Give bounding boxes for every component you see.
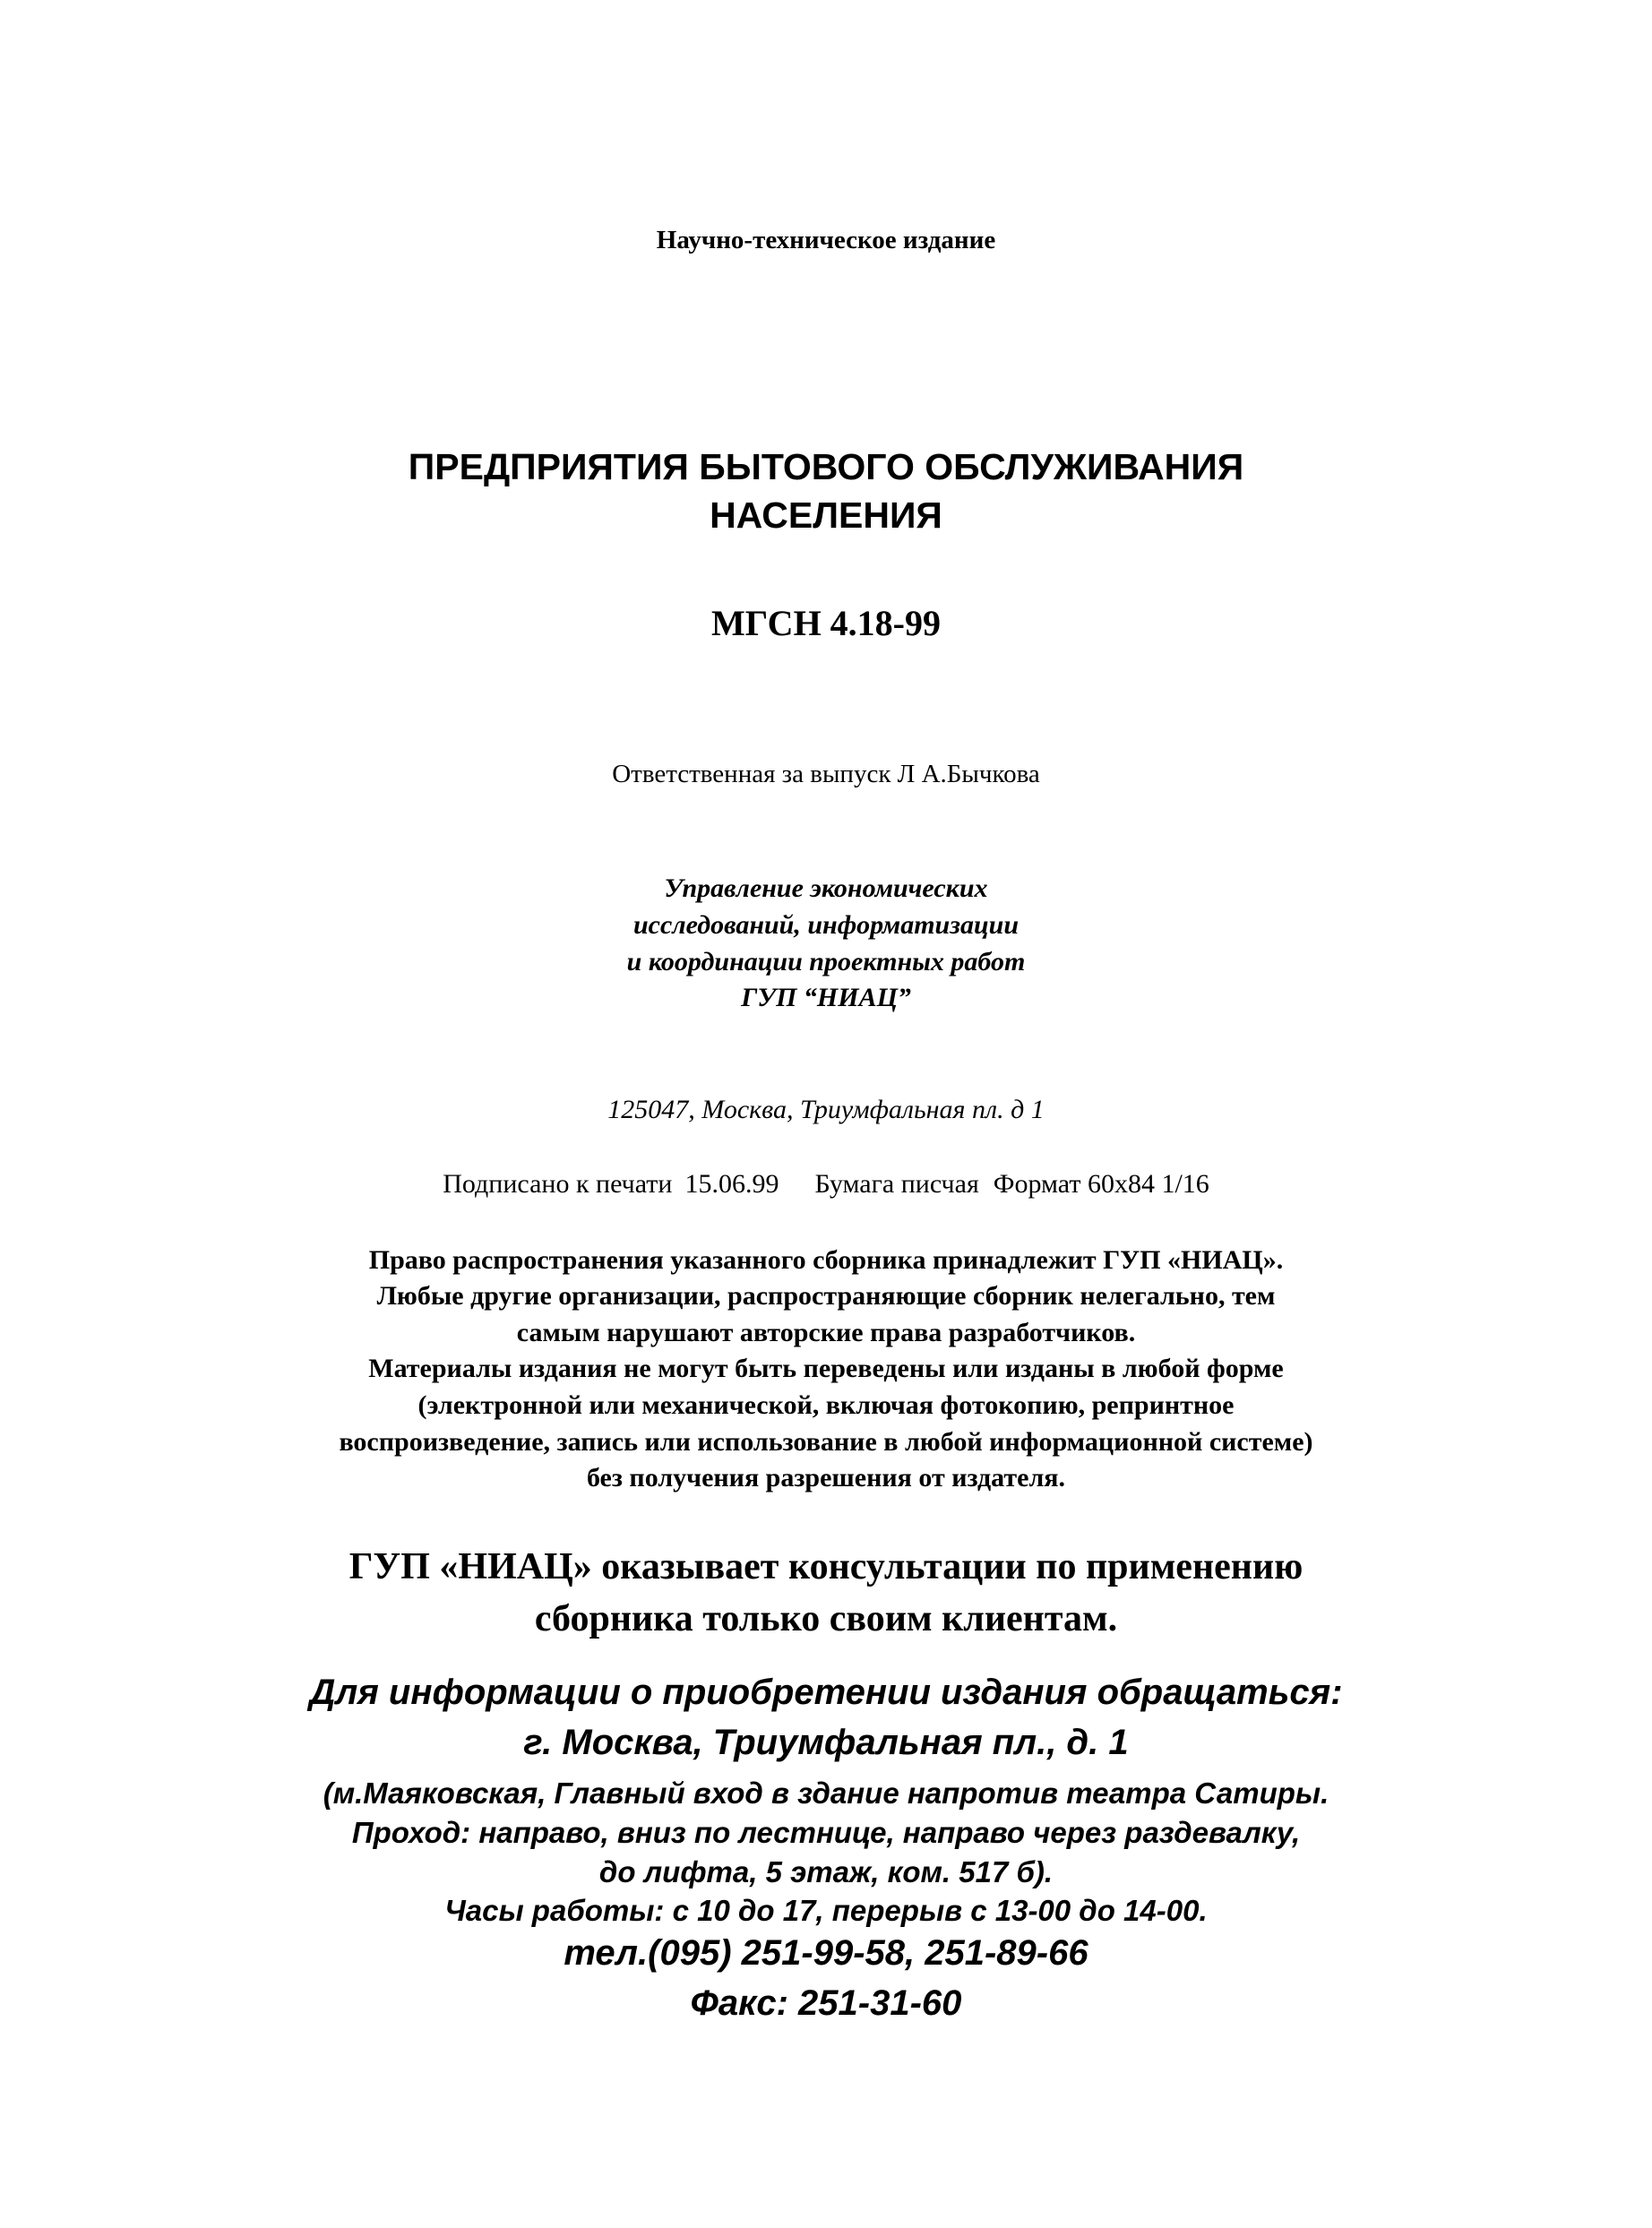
- title-line-1: ПРЕДПРИЯТИЯ БЫТОВОГО ОБСЛУЖИВАНИЯ: [408, 446, 1244, 487]
- contact-hours: Часы работы: с 10 до 17, перерыв с 13-00 до 14-00.: [444, 1894, 1208, 1927]
- contact-city-address: г. Москва, Триумфальная пл., д. 1: [523, 1723, 1129, 1762]
- consultation-line-2: сборника только своим клиентам.: [534, 1598, 1118, 1639]
- print-info: [0, 1169, 1652, 1200]
- document-code: МГСН 4.18-99: [711, 603, 941, 643]
- publisher-address: 125047, Москва, Триумфальная пл. д 1: [607, 1095, 1045, 1124]
- rights-line: Любые другие организации, распространяющие сборник нелегально, тем: [376, 1281, 1276, 1311]
- signed-date: 15.06.99: [684, 1169, 779, 1199]
- rights-line: Право распространения указанного сборника принадлежит ГУП «НИАЦ».: [368, 1245, 1284, 1275]
- edition-type: Научно-техническое издание: [656, 226, 996, 254]
- rights-line: Материалы издания не могут быть переведены или изданы в любой форме: [368, 1354, 1284, 1383]
- contact-directions-line: (м.Маяковская, Главный вход в здание напротив театра Сатиры.: [323, 1776, 1329, 1810]
- paper-format: Формат 60х84 1/16: [993, 1169, 1209, 1199]
- rights-line: (электронной или механической, включая фотокопию, репринтное: [417, 1390, 1235, 1420]
- rights-line: воспроизведение, запись или использование в любой информационной системе): [339, 1427, 1313, 1457]
- title-line-2: НАСЕЛЕНИЯ: [710, 495, 942, 536]
- department-line-4: ГУП “НИАЦ”: [741, 983, 911, 1012]
- contact-directions-line: Проход: направо, вниз по лестнице, направо через раздевалку,: [351, 1816, 1301, 1849]
- department-line-3: и координации проектных работ: [626, 947, 1026, 976]
- rights-line: без получения разрешения от издателя.: [586, 1463, 1066, 1493]
- department-line-1: Управление экономических: [664, 873, 988, 903]
- responsible-editor: Ответственная за выпуск Л А.Бычкова: [612, 760, 1040, 788]
- rights-line: самым нарушают авторские права разработчиков.: [516, 1318, 1136, 1347]
- contact-heading: Для информации о приобретении издания обращаться:: [309, 1673, 1343, 1712]
- contact-directions-line: до лифта, 5 этаж, ком. 517 б).: [598, 1855, 1054, 1888]
- consultation-line-1: ГУП «НИАЦ» оказывает консультации по применению: [348, 1546, 1304, 1587]
- department-line-2: исследований, информатизации: [632, 910, 1020, 940]
- paper-type: Бумага писчая: [814, 1169, 979, 1199]
- signed-label: Подписано к печати: [443, 1169, 673, 1199]
- contact-fax: Факс: 251-31-60: [690, 1983, 962, 2023]
- contact-phone: тел.(095) 251-99-58, 251-89-66: [564, 1933, 1088, 1973]
